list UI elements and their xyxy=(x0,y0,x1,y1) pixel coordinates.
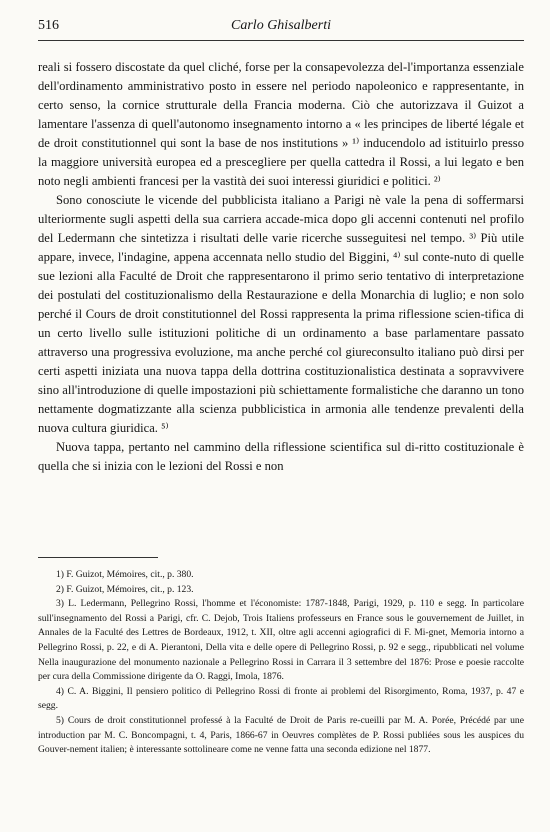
footnote-2: 2) F. Guizot, Mémoires, cit., p. 123. xyxy=(56,583,194,595)
paragraph-2: Sono conosciute le vicende del pubblicista italiano a Parigi nè vale la pena di soffermarsi ulteriormente sugli aspetti della sua carriera accade-mica dopo gli accenni contenuti nel profilo del Ledermann che sintetizza i risultati delle varie ricerche susseguitesi nel tempo. ³⁾ Più utile appare, invece, l'indagine, appena accennata nello studio del Biggini, ⁴⁾ sul conte-nuto di quelle sue lezioni alla Faculté de Droit che rappresentarono il primo serio tentativo di interpretazione dei postulati del costituzionalismo della Restaurazione e della Monarchia di luglio; e non solo perché il Cours de droit constitutionnel del Rossi rappresenta la prima riflessione scien-tifica di un certo livello sulle istituzioni politiche di un ordinamento a base parlamentare passato attraverso una progressiva evoluzione, ma anche perché col giureconsulto italiano può dirsi per certi aspetti iniziata una nuova tappa della dottrina costituzionalistica destinata a sopravvivere sino all'introduzione di quelle impostazioni più schiettamente formalistiche che daranno un tono nettamente dogmatizzante alla scienza pubblicistica in armonia alle tendenze prevalenti della nuova cultura giuridica. ⁵⁾ xyxy=(38,193,524,435)
header-rule xyxy=(38,40,524,41)
footnote-4: 4) C. A. Biggini, Il pensiero politico di Pellegrino Rossi di fronte ai problemi del Risorgimento, Roma, 1937, p. 47 e segg. xyxy=(38,685,524,712)
footnote-3: 3) L. Ledermann, Pellegrino Rossi, l'homme et l'économiste: 1787-1848, Parigi, 1929, p. 110 e segg. In particolare sull'insegnamento del Rossi a Parigi, cfr. C. Dejob, Trois Italiens professeurs en France sous le gouvernement de Juillet, in Annales de la Faculté des Lettres de Bordeaux, 1912, t. XII, oltre agli accenni agiografici di F. Mi-gnet, Memoria intorno a Pellegrino Rossi, p. 22, e di A. Pierantoni, Della vita e delle opere di Pellegrino Rossi, p. 92 e segg., ripubblicati nel volume Nella inaugurazione del monumento nazionale a Pellegrino Rossi in Carrara il 3 settembre del 1876: Prose e poesie raccolte per cura della Commissione dirigente da O. Raggi, Imola, 1876. xyxy=(38,598,524,683)
footnote-1: 1) F. Guizot, Mémoires, cit., p. 380. xyxy=(56,569,194,580)
page-number: 516 xyxy=(38,18,59,33)
paragraph-3: Nuova tappa, pertanto nel cammino della riflessione scientifica sul di-ritto costituzionale è quella che si inizia con le lezioni del Rossi e non xyxy=(38,440,524,473)
paragraph-1: reali si fossero discostate da quel cliché, forse per la consapevolezza del-l'importanza essenziale dell'ordinamento amministrativo posto in essere nel periodo napoleonico e rappresentante, in certo senso, la cornice strutturale della Francia moderna. Ciò che autorizzava il Guizot a lamentare l'assenza di quell'autonomo insegnamento intorno a « les principes de liberté légale et de droit constitutionnel qui sont la base de nos institutions » ¹⁾ inducendolo ad istituirlo presso la maggiore università europea ed a prescegliere per quella cattedra il Rossi, a lui legato e ben noto negli ambienti francesi per la vastità dei suoi interessi giuridici e politici. ²⁾ xyxy=(38,60,524,188)
body-text xyxy=(38,58,524,476)
footnotes xyxy=(38,568,524,758)
footnote-5: 5) Cours de droit constitutionnel professé à la Faculté de Droit de Paris re-cueilli par M. A. Porée, Précédé par une introduction par M. C. Boncompagni, t. 4, Paris, 1866-67 in Oeuvres complètes de P. Rossi publiées sous les auspices du Gouver-nement italien; è interessante sottolineare come ne venne fatta una seconda edizione nel 1877. xyxy=(38,714,524,756)
footnote-rule xyxy=(38,557,158,558)
running-title: Carlo Ghisalberti xyxy=(231,18,331,33)
page-header xyxy=(38,18,524,38)
